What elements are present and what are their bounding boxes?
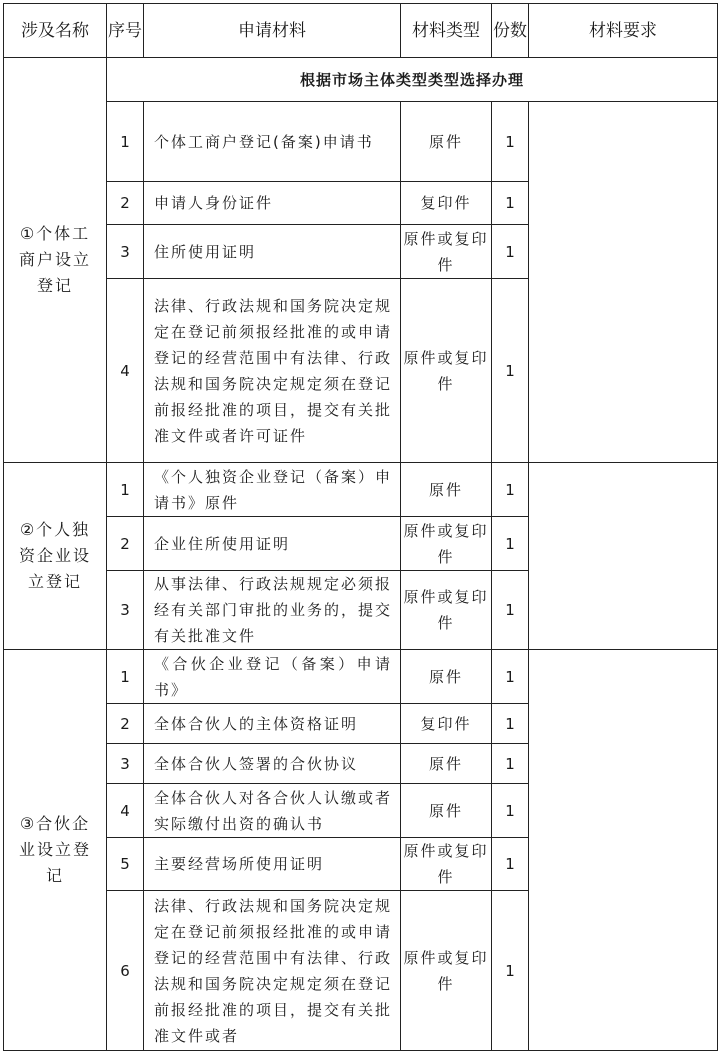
row-seq: 2 — [107, 182, 144, 225]
header-copies: 份数 — [492, 4, 529, 58]
row-material: 《个人独资企业登记（备案）申请书》原件 — [144, 463, 401, 517]
row-seq: 3 — [107, 571, 144, 650]
requirement-cell — [529, 650, 718, 1051]
requirement-cell — [529, 102, 718, 463]
row-copies: 1 — [492, 279, 529, 463]
header-material: 申请材料 — [144, 4, 401, 58]
row-type: 原件或复印件 — [401, 517, 492, 571]
row-type: 原件 — [401, 102, 492, 182]
row-material: 主要经营场所使用证明 — [144, 838, 401, 891]
row-seq: 5 — [107, 838, 144, 891]
row-copies: 1 — [492, 650, 529, 704]
table-row — [4, 102, 718, 182]
row-material: 住所使用证明 — [144, 225, 401, 279]
row-seq: 2 — [107, 704, 144, 744]
row-copies: 1 — [492, 784, 529, 838]
row-material: 法律、行政法规和国务院决定规定在登记前须报经批准的或申请登记的经营范围中有法律、行政法规和国务院决定规定须在登记前报经批准的项目，提交有关批准文件或者 — [144, 891, 401, 1051]
row-seq: 3 — [107, 744, 144, 784]
row-type: 原件 — [401, 744, 492, 784]
row-copies: 1 — [492, 517, 529, 571]
requirement-cell — [529, 463, 718, 650]
header-seq: 序号 — [107, 4, 144, 58]
row-copies: 1 — [492, 182, 529, 225]
row-material: 全体合伙人的主体资格证明 — [144, 704, 401, 744]
row-type: 原件或复印件 — [401, 891, 492, 1051]
row-seq: 1 — [107, 463, 144, 517]
row-seq: 3 — [107, 225, 144, 279]
section-note: 根据市场主体类型类型选择办理 — [107, 58, 718, 102]
table-row — [4, 463, 718, 517]
row-copies: 1 — [492, 102, 529, 182]
row-type: 原件 — [401, 784, 492, 838]
row-material: 从事法律、行政法规规定必须报经有关部门审批的业务的，提交有关批准文件 — [144, 571, 401, 650]
row-seq: 4 — [107, 279, 144, 463]
group-name: ③合伙企业设立登记 — [4, 650, 107, 1051]
row-type: 原件或复印件 — [401, 279, 492, 463]
row-copies: 1 — [492, 744, 529, 784]
row-seq: 1 — [107, 650, 144, 704]
row-copies: 1 — [492, 891, 529, 1051]
row-seq: 2 — [107, 517, 144, 571]
row-seq: 6 — [107, 891, 144, 1051]
row-material: 《合伙企业登记（备案）申请书》 — [144, 650, 401, 704]
row-copies: 1 — [492, 838, 529, 891]
row-material: 申请人身份证件 — [144, 182, 401, 225]
row-type: 原件 — [401, 650, 492, 704]
row-material: 法律、行政法规和国务院决定规定在登记前须报经批准的或申请登记的经营范围中有法律、行政法规和国务院决定规定须在登记前报经批准的项目，提交有关批准文件或者许可证件 — [144, 279, 401, 463]
materials-table — [3, 3, 718, 1051]
section-row — [4, 58, 718, 102]
row-material: 企业住所使用证明 — [144, 517, 401, 571]
row-seq: 1 — [107, 102, 144, 182]
row-type: 原件或复印件 — [401, 571, 492, 650]
row-copies: 1 — [492, 225, 529, 279]
row-material: 个体工商户登记(备案)申请书 — [144, 102, 401, 182]
row-copies: 1 — [492, 704, 529, 744]
row-material: 全体合伙人对各合伙人认缴或者实际缴付出资的确认书 — [144, 784, 401, 838]
header-name: 涉及名称 — [4, 4, 107, 58]
table-row — [4, 650, 718, 704]
row-type: 原件或复印件 — [401, 225, 492, 279]
row-copies: 1 — [492, 463, 529, 517]
row-type: 复印件 — [401, 704, 492, 744]
group-name: ②个人独资企业设立登记 — [4, 463, 107, 650]
row-seq: 4 — [107, 784, 144, 838]
row-material: 全体合伙人签署的合伙协议 — [144, 744, 401, 784]
row-type: 复印件 — [401, 182, 492, 225]
row-type: 原件或复印件 — [401, 838, 492, 891]
header-row — [4, 4, 718, 58]
row-type: 原件 — [401, 463, 492, 517]
group-name: ①个体工商户设立登记 — [4, 58, 107, 463]
row-copies: 1 — [492, 571, 529, 650]
header-requirement: 材料要求 — [529, 4, 718, 58]
header-type: 材料类型 — [401, 4, 492, 58]
